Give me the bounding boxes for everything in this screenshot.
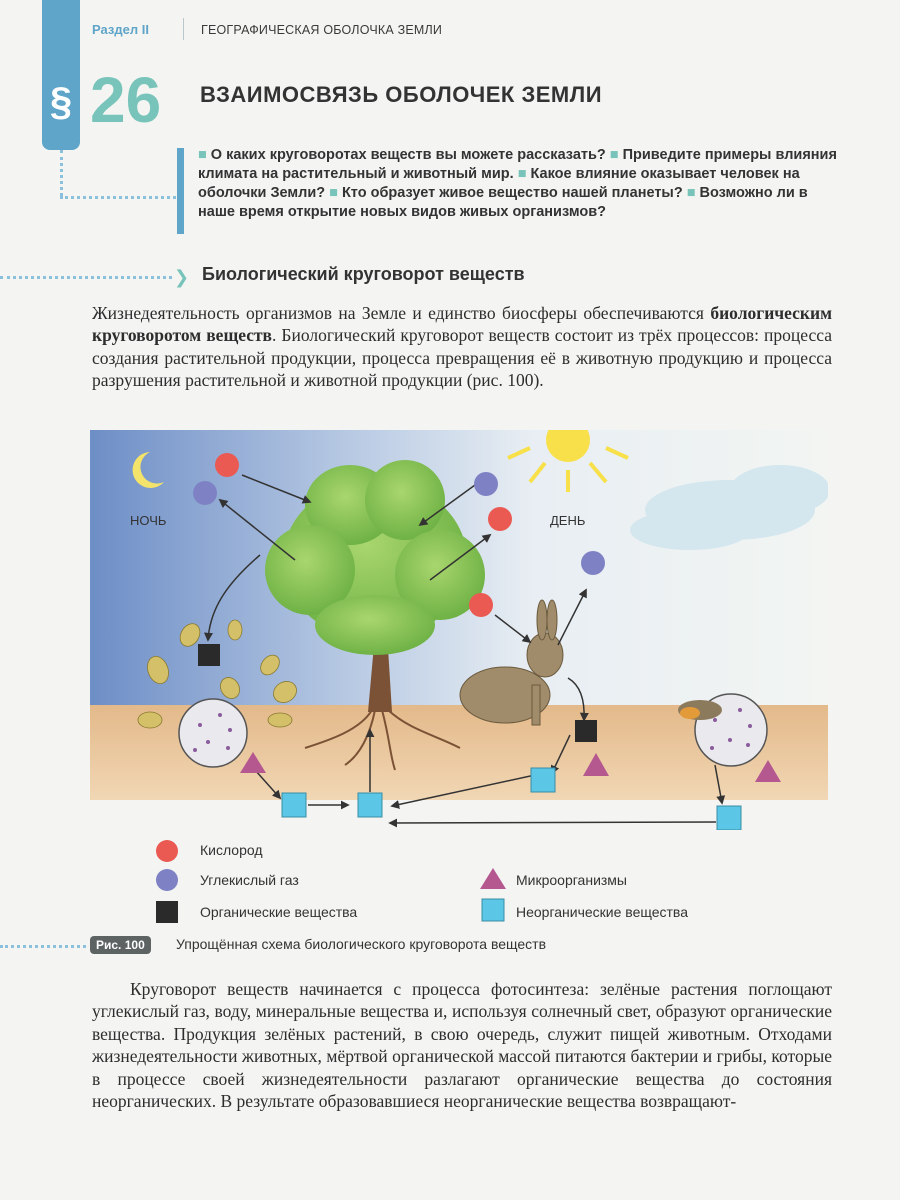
paragraph-sign: § [49, 80, 73, 124]
question: ■ Приведите примеры влияния климата на растительный и животный мир. [198, 147, 837, 182]
header-divider [183, 18, 184, 40]
questions-block [198, 146, 838, 222]
questions-bar [177, 148, 184, 234]
inorganic-icon [482, 899, 504, 921]
legend-co2: Углекислый газ [200, 872, 299, 888]
oxygen-icon [156, 840, 178, 862]
legend-microorganisms: Микроорганизмы [516, 872, 627, 888]
figure-number-badge: Рис. 100 [90, 936, 151, 954]
chapter-title: ГЕОГРАФИЧЕСКАЯ ОБОЛОЧКА ЗЕМЛИ [201, 23, 443, 37]
co2-icon [156, 869, 178, 891]
day-label: ДЕНЬ [550, 513, 586, 528]
section-tab [42, 0, 80, 150]
organic-icon [156, 901, 178, 923]
dotted-guide [60, 150, 63, 196]
body-paragraph: Жизнедеятельность организмов на Земле и единство биосферы обеспечиваются биологическим круговоротом веществ. Биологический круговорот веществ состоит из трёх процессов: процесса создания растительной продукции, процесса превращения её в животную продукцию и процесса разрушения растительной и животной продукции (рис. 100). [92, 303, 833, 391]
figure-caption: Упрощённая схема биологического круговорота веществ [176, 936, 547, 952]
chevron-right-icon: ❯ [174, 267, 190, 288]
paragraph-title: ВЗАИМОСВЯЗЬ ОБОЛОЧЕК ЗЕМЛИ [200, 82, 603, 107]
legend-inorganic: Неорганические вещества [516, 904, 688, 920]
section-label: Раздел II [92, 22, 149, 37]
question: ■ О каких круговоротах веществ вы можете рассказать? [198, 147, 606, 163]
dotted-guide [60, 196, 176, 199]
dotted-guide [0, 276, 172, 279]
paragraph-number: 26 [90, 64, 162, 136]
microbes-magnifier [179, 699, 247, 767]
legend-icons-right [478, 865, 508, 925]
legend-organic: Органические вещества [200, 904, 358, 920]
bold-term: биологическим круговоротом веществ [92, 303, 832, 346]
question: ■ Возможно ли в наше время открытие новых видов живых организмов? [198, 185, 808, 220]
body-paragraph: Круговорот веществ начинается с процесса фотосинтеза: зелёные растения поглощают углекислый газ, воду, минеральные вещества и, используя солнечный свет, образуют органические вещества. Продукция зелёных растений, в свою очередь, служит пищей животным. Отходами жизнедеятельности животных, мёртвой органической массой питаются бактерии и грибы, которые в процессе своей жизнедеятельности разлагают органические вещества до состояния неорганических. В результате образовавшиеся неорганические вещества возвращают- [92, 979, 832, 1112]
question: ■ Какое влияние оказывает человек на оболочки Земли? [198, 166, 800, 201]
cycle-illustration [90, 430, 828, 830]
question: ■ Кто образует живое вещество нашей планеты? [329, 185, 683, 201]
legend-oxygen: Кислород [200, 842, 263, 858]
legend-icons-left [150, 838, 180, 928]
dead-bird [678, 700, 722, 720]
dotted-guide [0, 945, 86, 948]
microorganism-icon [480, 868, 506, 889]
night-label: НОЧЬ [130, 513, 167, 528]
subheading: Биологический круговорот веществ [202, 264, 525, 284]
